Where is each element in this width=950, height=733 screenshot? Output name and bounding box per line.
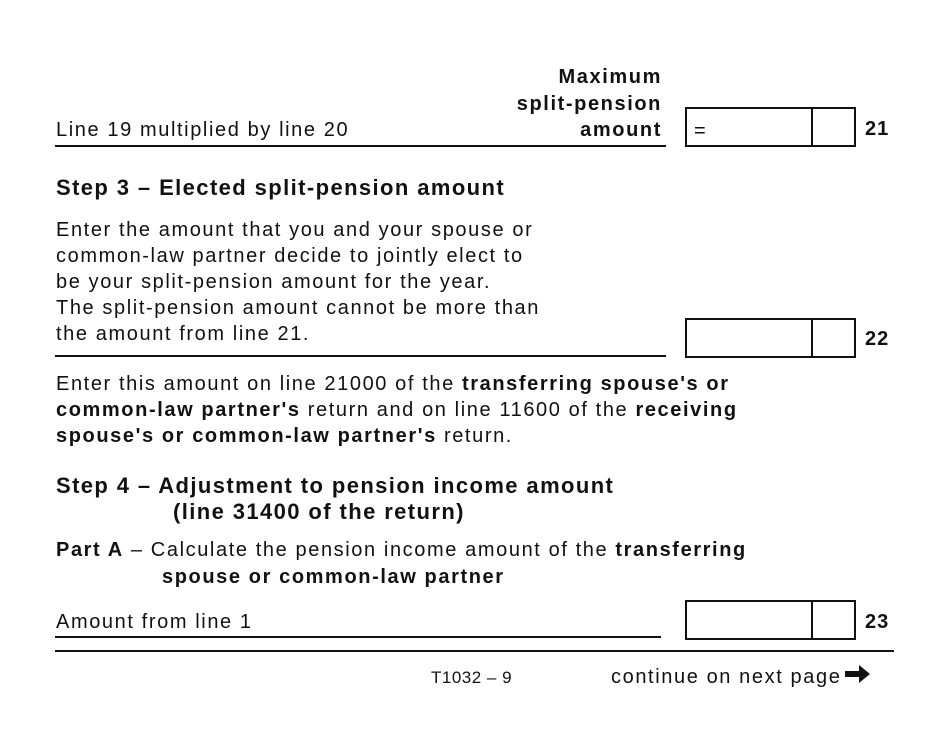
- step-4-heading: Step 4 – Adjustment to pension income amount: [56, 473, 615, 498]
- instruction-line: [56, 423, 738, 449]
- right-arrow-icon: [845, 664, 871, 691]
- continue-next-page[interactable]: [611, 664, 871, 691]
- paragraph-line: be your split-pension amount for the year.: [56, 271, 492, 293]
- step-4-heading-sub: (line 31400 of the return): [173, 499, 465, 524]
- form-page-number: T1032 – 9: [431, 668, 513, 687]
- paragraph-line: common-law partner decide to jointly elect to: [56, 245, 524, 267]
- cents-divider: [811, 320, 813, 356]
- step-3-paragraph: [56, 217, 540, 347]
- line-number-21: 21: [865, 118, 890, 140]
- line-22-amount-field[interactable]: [685, 318, 856, 358]
- step-3-instruction: [56, 371, 738, 449]
- paragraph-line: the amount from line 21.: [56, 323, 311, 345]
- part-a-heading: [56, 537, 747, 563]
- instruction-text: return.: [436, 425, 513, 447]
- continue-text: continue on next page: [611, 666, 842, 688]
- line-23-underline: [55, 636, 661, 638]
- line-21-amount-field[interactable]: [685, 107, 856, 147]
- part-a-heading-cont: spouse or common-law partner: [162, 566, 505, 588]
- instruction-bold: receiving: [635, 399, 738, 421]
- part-a-label: Part A: [56, 539, 124, 561]
- instruction-bold: transferring spouse's or: [461, 373, 730, 395]
- max-split-pension-label: [517, 64, 662, 144]
- line-21-label: Line 19 multiplied by line 20: [56, 119, 350, 141]
- line-21-underline: [55, 145, 666, 147]
- instruction-text: return and on line 11600 of the: [300, 399, 636, 421]
- line-number-23: 23: [865, 611, 890, 633]
- line-number-22: 22: [865, 328, 890, 350]
- label-line: amount: [580, 119, 662, 141]
- equals-sign: =: [694, 120, 706, 142]
- step-3-heading: Step 3 – Elected split-pension amount: [56, 175, 506, 200]
- instruction-line: [56, 397, 738, 423]
- part-a-text: – Calculate the pension income amount of the: [123, 539, 616, 561]
- label-line: Maximum: [558, 66, 662, 88]
- instruction-bold: common-law partner's: [56, 399, 301, 421]
- label-line: split-pension: [516, 92, 662, 115]
- cents-divider: [811, 602, 813, 638]
- part-a-bold: transferring: [615, 539, 747, 561]
- instruction-line: [56, 371, 738, 397]
- paragraph-line: The split-pension amount cannot be more than: [56, 297, 540, 319]
- cents-divider: [811, 109, 813, 145]
- line-23-amount-field[interactable]: [685, 600, 856, 640]
- line-23-label: Amount from line 1: [56, 611, 253, 633]
- paragraph-line: Enter the amount that you and your spouse or: [56, 219, 534, 241]
- footer-rule: [55, 650, 894, 652]
- instruction-bold: spouse's or common-law partner's: [56, 425, 437, 447]
- instruction-text: Enter this amount on line 21000 of the: [56, 373, 462, 395]
- line-22-underline: [55, 355, 666, 357]
